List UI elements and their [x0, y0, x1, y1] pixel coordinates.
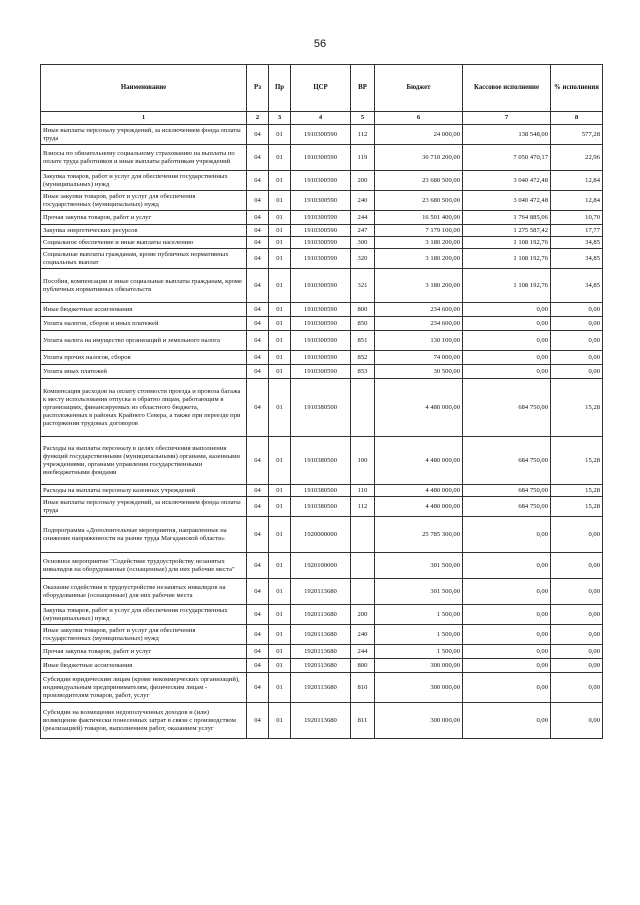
row-rz: 04 — [247, 269, 269, 303]
row-kassa: 684 750,00 — [463, 485, 551, 497]
row-pr: 01 — [269, 351, 291, 365]
row-rz: 04 — [247, 351, 269, 365]
row-name: Прочая закупка товаров, работ и услуг — [41, 211, 247, 225]
row-rz: 04 — [247, 497, 269, 517]
row-kassa: 1 764 885,06 — [463, 211, 551, 225]
row-rz: 04 — [247, 703, 269, 739]
row-vr: 852 — [351, 351, 375, 365]
row-percent: 10,70 — [551, 211, 603, 225]
row-rz: 04 — [247, 625, 269, 645]
row-pr: 01 — [269, 171, 291, 191]
row-budget: 130 100,00 — [375, 331, 463, 351]
row-name: Закупка товаров, работ и услуг для обеспечения государственных (муниципальных) нужд — [41, 171, 247, 191]
row-name: Подпрограмма «Дополнительные мероприятия, направленные на снижение напряженности на рынке труда Магаданской области» — [41, 517, 247, 553]
row-vr: 800 — [351, 303, 375, 317]
row-name: Прочая закупка товаров, работ и услуг — [41, 645, 247, 659]
row-vr: 244 — [351, 645, 375, 659]
row-budget: 234 600,00 — [375, 303, 463, 317]
row-pr: 01 — [269, 517, 291, 553]
row-percent: 15,28 — [551, 485, 603, 497]
row-vr: 112 — [351, 125, 375, 145]
table-row — [41, 365, 603, 379]
row-csr: 1920113680 — [291, 605, 351, 625]
row-csr: 1920113680 — [291, 673, 351, 703]
row-kassa: 0,00 — [463, 331, 551, 351]
column-number: 1 — [41, 112, 247, 125]
row-csr: 1910380500 — [291, 379, 351, 437]
row-rz: 04 — [247, 645, 269, 659]
row-vr: 300 — [351, 237, 375, 249]
table-row — [41, 579, 603, 605]
row-name: Субсидии на возмещение недополученных доходов и (или) возмещение фактически понесенных затрат в связи с производством (реализацией) товаров, выполнением работ, оказанием услуг — [41, 703, 247, 739]
table-row — [41, 497, 603, 517]
row-percent: 15,28 — [551, 379, 603, 437]
row-vr: 853 — [351, 365, 375, 379]
row-kassa: 7 050 470,17 — [463, 145, 551, 171]
row-pr: 01 — [269, 317, 291, 331]
row-csr: 1910300590 — [291, 249, 351, 269]
row-pr: 01 — [269, 331, 291, 351]
column-number: 6 — [375, 112, 463, 125]
row-csr: 1920113680 — [291, 625, 351, 645]
row-kassa: 0,00 — [463, 703, 551, 739]
row-budget: 1 500,00 — [375, 605, 463, 625]
row-budget: 25 785 300,00 — [375, 517, 463, 553]
table-row — [41, 237, 603, 249]
row-vr — [351, 553, 375, 579]
budget-execution-table — [40, 64, 603, 739]
row-pr: 01 — [269, 225, 291, 237]
row-csr: 1920113680 — [291, 703, 351, 739]
row-name: Уплата налога на имущество организаций и земельного налога — [41, 331, 247, 351]
row-budget: 300 000,00 — [375, 673, 463, 703]
table-row — [41, 125, 603, 145]
row-csr: 1910300590 — [291, 211, 351, 225]
row-budget: 74 000,00 — [375, 351, 463, 365]
row-vr: 200 — [351, 171, 375, 191]
row-rz: 04 — [247, 673, 269, 703]
row-kassa: 0,00 — [463, 553, 551, 579]
table-row — [41, 659, 603, 673]
table-row — [41, 485, 603, 497]
row-pr: 01 — [269, 673, 291, 703]
row-csr: 1910300590 — [291, 225, 351, 237]
row-budget: 3 180 200,00 — [375, 237, 463, 249]
row-pr: 01 — [269, 145, 291, 171]
row-vr: 112 — [351, 497, 375, 517]
row-name: Субсидии юридическим лицам (кроме некоммерческих организаций), индивидуальным предпринимателям, физическим лицам - производителям товаров, работ, услуг — [41, 673, 247, 703]
row-percent: 0,00 — [551, 703, 603, 739]
header-percent: % исполнения — [551, 65, 603, 112]
row-name: Уплата иных платежей — [41, 365, 247, 379]
row-vr: 810 — [351, 673, 375, 703]
column-number: 8 — [551, 112, 603, 125]
row-pr: 01 — [269, 703, 291, 739]
table-row — [41, 625, 603, 645]
row-percent: 0,00 — [551, 331, 603, 351]
row-kassa: 0,00 — [463, 351, 551, 365]
row-pr: 01 — [269, 485, 291, 497]
row-budget: 234 600,00 — [375, 317, 463, 331]
table-row — [41, 703, 603, 739]
table-row — [41, 553, 603, 579]
row-vr — [351, 517, 375, 553]
row-budget: 300 000,00 — [375, 659, 463, 673]
row-pr: 01 — [269, 625, 291, 645]
row-vr: 247 — [351, 225, 375, 237]
row-vr: 240 — [351, 191, 375, 211]
row-percent: 577,28 — [551, 125, 603, 145]
row-name: Расходы на выплаты персоналу в целях обеспечения выполнения функций государственными (муниципальными) органами, казенными учреждениями, органами управления государственными внебюджетными фондами — [41, 437, 247, 485]
row-name: Иные закупки товаров, работ и услуг для обеспечения государственных (муниципальных) нужд — [41, 625, 247, 645]
row-vr: 200 — [351, 605, 375, 625]
row-percent: 0,00 — [551, 317, 603, 331]
row-csr: 1910300590 — [291, 351, 351, 365]
row-percent: 0,00 — [551, 645, 603, 659]
table-row — [41, 317, 603, 331]
header-csr: ЦСР — [291, 65, 351, 112]
header-row — [41, 65, 603, 112]
row-budget: 1 500,00 — [375, 625, 463, 645]
row-percent: 0,00 — [551, 579, 603, 605]
row-percent: 0,00 — [551, 553, 603, 579]
row-kassa: 3 040 472,48 — [463, 171, 551, 191]
row-percent: 0,00 — [551, 517, 603, 553]
row-name: Иные выплаты персоналу учреждений, за исключением фонда оплаты труда — [41, 125, 247, 145]
table-row — [41, 517, 603, 553]
row-pr: 01 — [269, 659, 291, 673]
table-row — [41, 351, 603, 365]
row-pr: 01 — [269, 191, 291, 211]
row-percent: 22,96 — [551, 145, 603, 171]
row-vr — [351, 579, 375, 605]
row-vr: 850 — [351, 317, 375, 331]
row-rz: 04 — [247, 125, 269, 145]
row-budget: 24 000,00 — [375, 125, 463, 145]
row-pr: 01 — [269, 579, 291, 605]
row-kassa: 0,00 — [463, 303, 551, 317]
row-kassa: 0,00 — [463, 365, 551, 379]
row-rz: 04 — [247, 191, 269, 211]
table-row — [41, 211, 603, 225]
row-budget: 300 000,00 — [375, 703, 463, 739]
row-percent: 12,84 — [551, 191, 603, 211]
row-vr: 244 — [351, 211, 375, 225]
row-budget: 1 500,00 — [375, 645, 463, 659]
row-vr: 320 — [351, 249, 375, 269]
row-budget: 3 180 200,00 — [375, 269, 463, 303]
row-vr: 851 — [351, 331, 375, 351]
row-name: Иные бюджетные ассигнования — [41, 659, 247, 673]
row-csr: 1910300590 — [291, 171, 351, 191]
row-rz: 04 — [247, 331, 269, 351]
row-vr: 110 — [351, 485, 375, 497]
row-pr: 01 — [269, 211, 291, 225]
row-budget: 3 180 200,00 — [375, 249, 463, 269]
table-row — [41, 225, 603, 237]
column-number: 3 — [269, 112, 291, 125]
table-row — [41, 645, 603, 659]
table-row — [41, 379, 603, 437]
row-kassa: 0,00 — [463, 517, 551, 553]
row-pr: 01 — [269, 379, 291, 437]
row-csr: 1910300590 — [291, 237, 351, 249]
row-percent: 0,00 — [551, 659, 603, 673]
row-name: Пособия, компенсации и иные социальные выплаты гражданам, кроме публичных нормативных обязательств — [41, 269, 247, 303]
row-csr: 1920000000 — [291, 517, 351, 553]
row-csr: 1920100000 — [291, 553, 351, 579]
row-budget: 4 480 000,00 — [375, 485, 463, 497]
row-name: Иные бюджетные ассигнования — [41, 303, 247, 317]
row-rz: 04 — [247, 365, 269, 379]
row-percent: 0,00 — [551, 673, 603, 703]
row-budget: 4 480 000,00 — [375, 379, 463, 437]
row-rz: 04 — [247, 145, 269, 171]
row-csr: 1920113680 — [291, 579, 351, 605]
row-csr: 1910300590 — [291, 145, 351, 171]
column-number: 4 — [291, 112, 351, 125]
row-pr: 01 — [269, 303, 291, 317]
row-kassa: 1 108 192,76 — [463, 249, 551, 269]
header-kassa: Кассовое исполнение — [463, 65, 551, 112]
table-row — [41, 249, 603, 269]
row-budget: 23 680 500,00 — [375, 171, 463, 191]
row-csr: 1910300590 — [291, 331, 351, 351]
table-row — [41, 331, 603, 351]
row-pr: 01 — [269, 365, 291, 379]
row-pr: 01 — [269, 497, 291, 517]
row-percent: 34,85 — [551, 237, 603, 249]
table-row — [41, 191, 603, 211]
row-csr: 1920113680 — [291, 659, 351, 673]
row-vr: 811 — [351, 703, 375, 739]
row-csr: 1910300590 — [291, 365, 351, 379]
row-csr: 1910300590 — [291, 125, 351, 145]
row-csr: 1910300590 — [291, 303, 351, 317]
row-rz: 04 — [247, 211, 269, 225]
row-name: Взносы по обязательному социальному страхованию на выплаты по оплате труда работников и иные выплаты работникам учреждений — [41, 145, 247, 171]
row-pr: 01 — [269, 437, 291, 485]
table-row — [41, 605, 603, 625]
row-budget: 16 501 400,00 — [375, 211, 463, 225]
row-kassa: 3 040 472,48 — [463, 191, 551, 211]
row-vr — [351, 379, 375, 437]
header-budget: Бюджет — [375, 65, 463, 112]
row-percent: 0,00 — [551, 605, 603, 625]
row-csr: 1920113680 — [291, 645, 351, 659]
row-rz: 04 — [247, 171, 269, 191]
header-rz: Рз — [247, 65, 269, 112]
row-pr: 01 — [269, 249, 291, 269]
table-row — [41, 171, 603, 191]
row-rz: 04 — [247, 379, 269, 437]
row-percent: 15,28 — [551, 497, 603, 517]
row-vr: 800 — [351, 659, 375, 673]
row-kassa: 0,00 — [463, 659, 551, 673]
row-name: Уплата налогов, сборов и иных платежей — [41, 317, 247, 331]
row-rz: 04 — [247, 249, 269, 269]
header-pr: Пр — [269, 65, 291, 112]
row-kassa: 1 108 192,76 — [463, 237, 551, 249]
row-name: Уплата прочих налогов, сборов — [41, 351, 247, 365]
row-kassa: 684 750,00 — [463, 497, 551, 517]
page-number: 56 — [313, 38, 327, 50]
table-row — [41, 269, 603, 303]
row-budget: 23 680 500,00 — [375, 191, 463, 211]
row-rz: 04 — [247, 517, 269, 553]
row-kassa: 0,00 — [463, 645, 551, 659]
row-kassa: 0,00 — [463, 673, 551, 703]
row-budget: 30 500,00 — [375, 365, 463, 379]
row-pr: 01 — [269, 553, 291, 579]
table-body — [41, 125, 603, 739]
row-kassa: 684 750,00 — [463, 437, 551, 485]
row-pr: 01 — [269, 269, 291, 303]
row-pr: 01 — [269, 645, 291, 659]
row-percent: 17,77 — [551, 225, 603, 237]
row-rz: 04 — [247, 303, 269, 317]
column-number-row — [41, 112, 603, 125]
row-csr: 1910380500 — [291, 437, 351, 485]
row-vr: 119 — [351, 145, 375, 171]
row-percent: 34,85 — [551, 249, 603, 269]
row-rz: 04 — [247, 237, 269, 249]
row-vr: 100 — [351, 437, 375, 485]
row-budget: 301 500,00 — [375, 579, 463, 605]
row-rz: 04 — [247, 579, 269, 605]
row-csr: 1910300590 — [291, 191, 351, 211]
row-rz: 04 — [247, 605, 269, 625]
row-kassa: 684 750,00 — [463, 379, 551, 437]
row-csr: 1910300590 — [291, 269, 351, 303]
row-percent: 34,85 — [551, 269, 603, 303]
row-name: Расходы на выплаты персоналу казенных учреждений — [41, 485, 247, 497]
row-kassa: 0,00 — [463, 625, 551, 645]
table-row — [41, 437, 603, 485]
row-rz: 04 — [247, 659, 269, 673]
row-kassa: 0,00 — [463, 579, 551, 605]
row-pr: 01 — [269, 237, 291, 249]
row-rz: 04 — [247, 437, 269, 485]
row-csr: 1910380500 — [291, 485, 351, 497]
row-percent: 0,00 — [551, 303, 603, 317]
row-csr: 1910380500 — [291, 497, 351, 517]
row-kassa: 0,00 — [463, 605, 551, 625]
row-pr: 01 — [269, 605, 291, 625]
row-percent: 0,00 — [551, 625, 603, 645]
row-name: Закупка товаров, работ и услуг для обеспечения государственных (муниципальных) нужд — [41, 605, 247, 625]
table-row — [41, 145, 603, 171]
row-name: Социальное обеспечение и иные выплаты населению — [41, 237, 247, 249]
row-csr: 1910300590 — [291, 317, 351, 331]
column-number: 5 — [351, 112, 375, 125]
header-name: Наименование — [41, 65, 247, 112]
row-kassa: 1 108 192,76 — [463, 269, 551, 303]
row-kassa: 0,00 — [463, 317, 551, 331]
row-budget: 301 500,00 — [375, 553, 463, 579]
row-percent: 12,84 — [551, 171, 603, 191]
row-rz: 04 — [247, 553, 269, 579]
column-number: 2 — [247, 112, 269, 125]
table-row — [41, 673, 603, 703]
row-name: Закупка энергетических ресурсов — [41, 225, 247, 237]
row-budget: 4 480 000,00 — [375, 437, 463, 485]
row-vr: 240 — [351, 625, 375, 645]
row-name: Оказание содействия в трудоустройстве незанятых инвалидов на оборудованные (оснащенные) для них рабочие места — [41, 579, 247, 605]
row-budget: 4 480 000,00 — [375, 497, 463, 517]
row-name: Основное мероприятие "Содействие трудоустройству незанятых инвалидов на оборудованные (оснащенные) для них рабочие места" — [41, 553, 247, 579]
row-name: Иные выплаты персоналу учреждений, за исключением фонда оплаты труда — [41, 497, 247, 517]
row-rz: 04 — [247, 317, 269, 331]
column-number: 7 — [463, 112, 551, 125]
row-pr: 01 — [269, 125, 291, 145]
row-percent: 0,00 — [551, 351, 603, 365]
row-budget: 30 710 200,00 — [375, 145, 463, 171]
row-rz: 04 — [247, 485, 269, 497]
header-vr: ВР — [351, 65, 375, 112]
row-percent: 0,00 — [551, 365, 603, 379]
row-kassa: 1 275 587,42 — [463, 225, 551, 237]
row-budget: 7 179 100,00 — [375, 225, 463, 237]
row-kassa: 138 548,00 — [463, 125, 551, 145]
row-name: Компенсация расходов на оплату стоимости проезда и провоза багажа к месту использования отпуска и обратно лицам, работающим в организациях, финансируемых из областного бюджета, расположенных в районах Крайнего Севера, а также при переезде при расторжении трудовых договоров — [41, 379, 247, 437]
row-name: Иные закупки товаров, работ и услуг для обеспечения государственных (муниципальных) нужд — [41, 191, 247, 211]
row-vr: 321 — [351, 269, 375, 303]
row-name: Социальные выплаты гражданам, кроме публичных нормативных социальных выплат — [41, 249, 247, 269]
table-row — [41, 303, 603, 317]
row-rz: 04 — [247, 225, 269, 237]
row-percent: 15,28 — [551, 437, 603, 485]
